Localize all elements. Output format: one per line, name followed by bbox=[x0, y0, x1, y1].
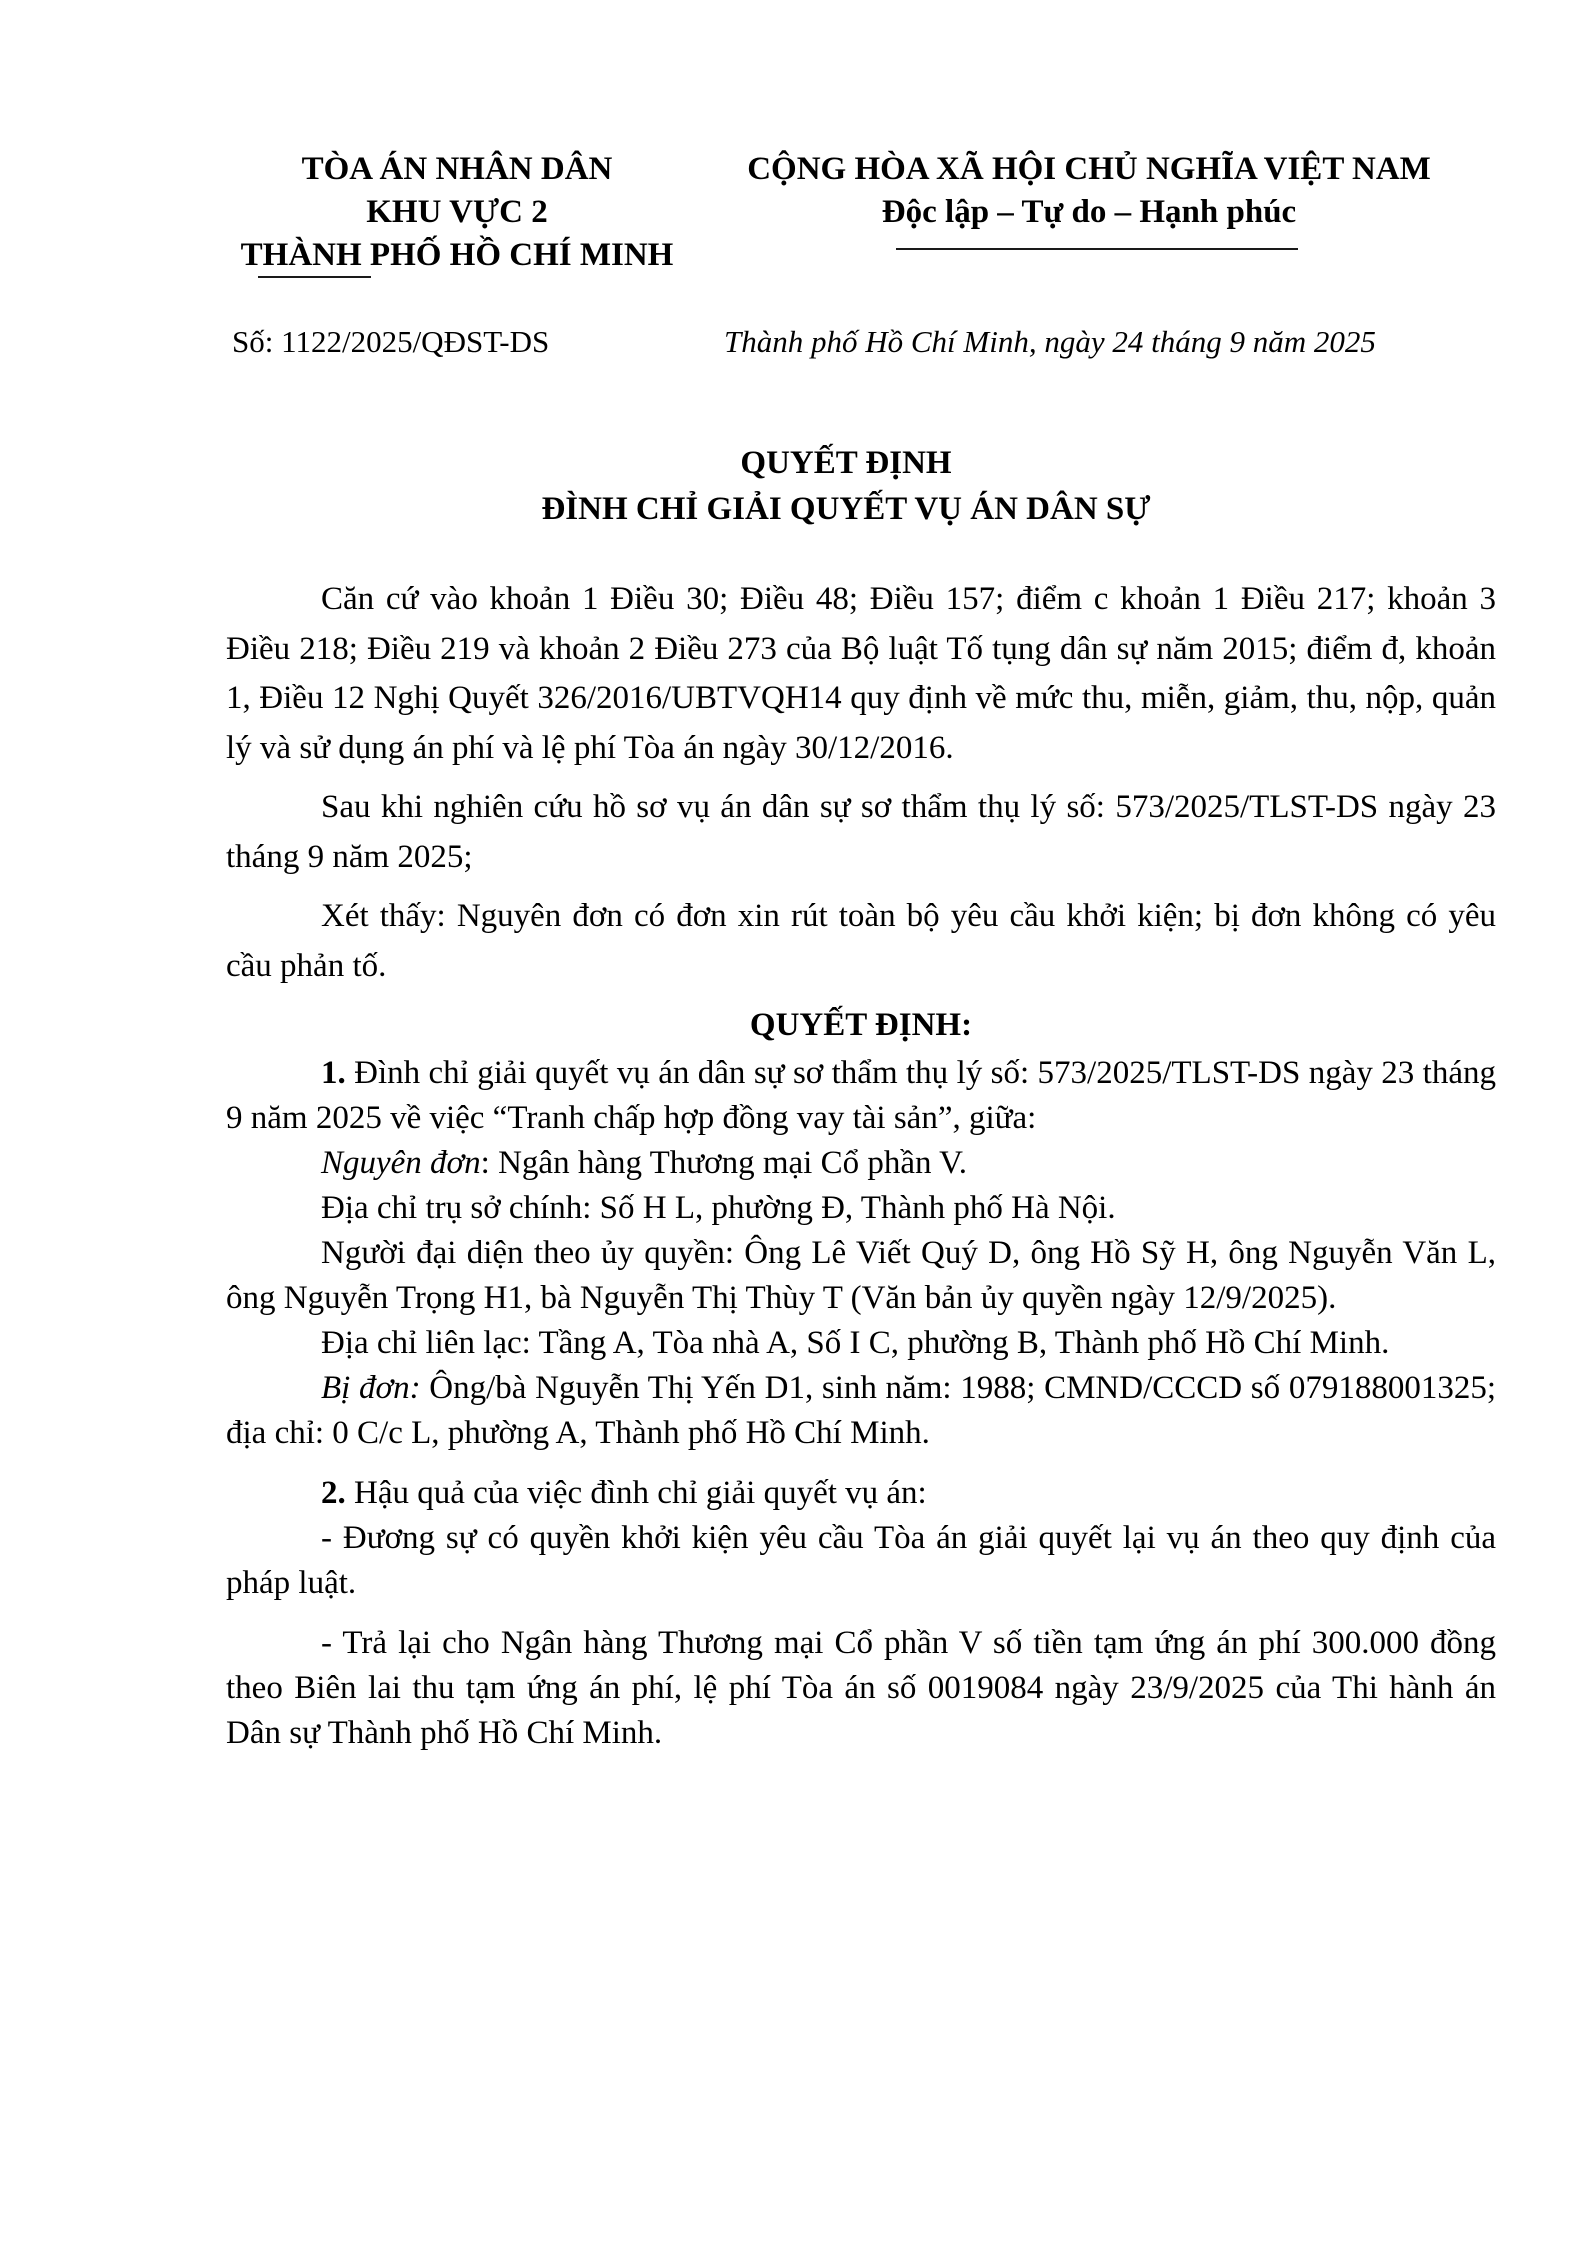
national-name: CỘNG HÒA XÃ HỘI CHỦ NGHĨA VIỆT NAM bbox=[747, 151, 1431, 187]
plaintiff-value: : Ngân hàng Thương mại Cổ phần V. bbox=[480, 1144, 967, 1181]
defendant-value: Ông/bà Nguyễn Thị Yến D1, sinh năm: 1988; CMND/CCCD số 079188001325; địa chỉ: 0 C/c L, phường A, Thành phố Hồ Chí Minh. bbox=[226, 1369, 1496, 1451]
defendant-paragraph bbox=[226, 1366, 1496, 1456]
decision-heading: QUYẾT ĐỊNH: bbox=[749, 1007, 973, 1043]
plaintiff-label: Nguyên đơn bbox=[321, 1144, 481, 1181]
court-name-line: TÒA ÁN NHÂN DÂN bbox=[301, 151, 613, 187]
decision-number: Số: 1122/2025/QĐST-DS bbox=[232, 324, 550, 359]
document-title bbox=[226, 440, 1466, 532]
legal-basis-paragraph: Căn cứ vào khoản 1 Điều 30; Điều 48; Điều 157; điểm c khoản 1 Điều 217; khoản 3 Điều 218; Điều 219 và khoản 2 Điều 273 của Bộ luật Tố tụng dân sự năm 2015; điểm đ, khoản 1, Điều 12 Nghị Quyết 326/2016/UBTVQH14 quy định về mức thu, miễn, giảm, thu, nộp, quản lý và sử dụng án phí và lệ phí Tòa án ngày 30/12/2016. bbox=[226, 581, 1496, 766]
consequence-bullet-1: - Đương sự có quyền khởi kiện yêu cầu Tòa án giải quyết lại vụ án theo quy định của pháp luật. bbox=[226, 1519, 1496, 1601]
court-area-line: KHU VỰC 2 bbox=[366, 194, 548, 230]
item-2-number: 2. bbox=[321, 1474, 346, 1511]
document-body bbox=[226, 575, 1496, 1756]
title-line-1: QUYẾT ĐỊNH bbox=[740, 445, 952, 481]
contact-address-paragraph: Địa chỉ liên lạc: Tầng A, Tòa nhà A, Số I C, phường B, Thành phố Hồ Chí Minh. bbox=[321, 1324, 1390, 1361]
item-2-text: Hậu quả của việc đình chỉ giải quyết vụ án: bbox=[345, 1474, 927, 1511]
national-motto: Độc lập – Tự do – Hạnh phúc bbox=[881, 194, 1297, 230]
court-name-block bbox=[226, 148, 688, 277]
decision-item-2 bbox=[226, 1471, 1496, 1516]
representative-paragraph: Người đại diện theo ủy quyền: Ông Lê Viết Quý D, ông Hồ Sỹ H, ông Nguyễn Văn L, ông Nguyễn Trọng H1, bà Nguyễn Thị Thùy T (Văn bản ủy quyền ngày 12/9/2025). bbox=[226, 1234, 1496, 1316]
consequence-bullet-2: - Trả lại cho Ngân hàng Thương mại Cổ phần V số tiền tạm ứng án phí 300.000 đồng theo Biên lai thu tạm ứng án phí, lệ phí Tòa án số 0019084 ngày 23/9/2025 của Thi hành án Dân sự Thành phố Hồ Chí Minh. bbox=[226, 1624, 1496, 1751]
motto-underline-divider bbox=[896, 248, 1298, 250]
head-office-line: Địa chỉ trụ sở chính: Số H L, phường Đ, Thành phố Hà Nội. bbox=[321, 1189, 1116, 1226]
defendant-label: Bị đơn: bbox=[321, 1369, 421, 1406]
plaintiff-line bbox=[226, 1141, 1496, 1186]
place-and-date: Thành phố Hồ Chí Minh, ngày 24 tháng 9 năm 2025 bbox=[724, 324, 1376, 359]
item-1-number: 1. bbox=[321, 1054, 346, 1091]
considering-paragraph: Xét thấy: Nguyên đơn có đơn xin rút toàn bộ yêu cầu khởi kiện; bị đơn không có yêu cầu phản tố. bbox=[226, 898, 1496, 984]
court-city-line: THÀNH PHỐ HỒ CHÍ MINH bbox=[240, 237, 674, 273]
title-line-2: ĐÌNH CHỈ GIẢI QUYẾT VỤ ÁN DÂN SỰ bbox=[541, 491, 1151, 527]
item-1-text: Đình chỉ giải quyết vụ án dân sự sơ thẩm thụ lý số: 573/2025/TLST-DS ngày 23 tháng 9 năm 2025 về việc “Tranh chấp hợp đồng vay tài sản”, giữa: bbox=[226, 1054, 1496, 1136]
court-underline-divider bbox=[258, 276, 371, 278]
decision-item-1 bbox=[226, 1051, 1496, 1141]
review-paragraph: Sau khi nghiên cứu hồ sơ vụ án dân sự sơ thẩm thụ lý số: 573/2025/TLST-DS ngày 23 tháng 9 năm 2025; bbox=[226, 789, 1496, 875]
national-motto-block bbox=[714, 148, 1464, 234]
